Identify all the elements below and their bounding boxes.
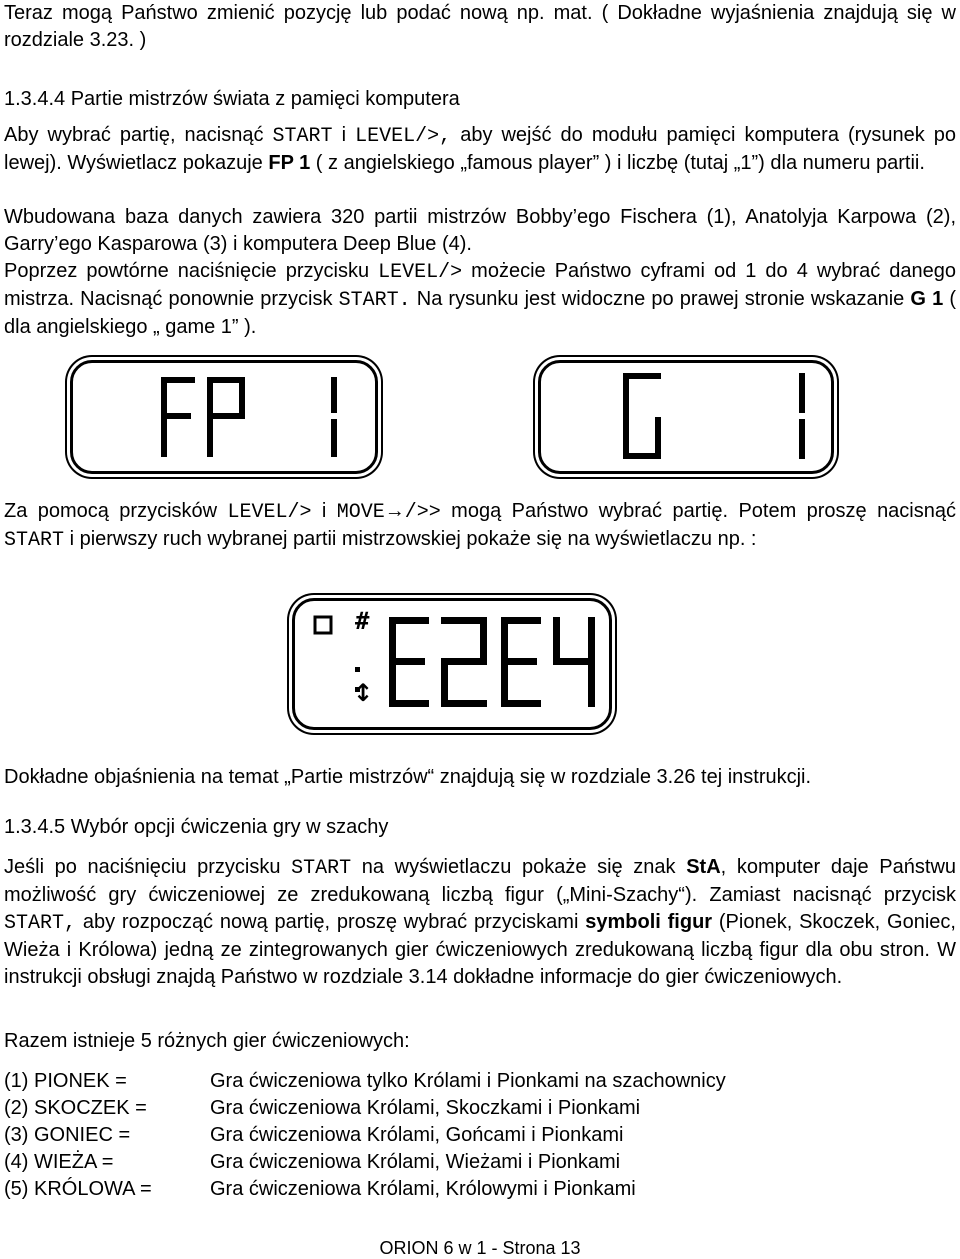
display-code-sta: StA <box>686 856 721 878</box>
game-list: (1) PIONEK = Gra ćwiczeniowa tylko Królami i Pionkami na szachownicy (2) SKOCZEK = Gra ćwiczeniowa Królami, Skoczkami i Pionkami (3) GONIEC = Gra ćwiczeniowa Królami, Gońcami i Pionkami (4) WIEŻA = Gra ćwiczeniowa Królami, Wieżami i Pionkami (5) KRÓLOWA = Gra ćwiczeniowa Królami, Królowymi i Pionkami <box>4 1070 726 1200</box>
key-level: LEVEL/>, <box>355 125 452 148</box>
paragraph-database: Wbudowana baza danych zawiera 320 partii mistrzów Bobby’ego Fischera (1), Anatolyja Karpowa (2), Garry’ego Kasparowa (3) i komputera Deep Blue (4). <box>4 206 956 255</box>
section-heading-1344: 1.3.4.4 Partie mistrzów świata z pamięci komputera <box>4 88 460 110</box>
lcd-digits-move <box>295 601 609 727</box>
key-start: START <box>291 857 352 880</box>
intro-paragraph: Teraz mogą Państwo zmienić pozycję lub podać nową np. mat. ( Dokładne wyjaśnienia znajdują się w rozdziale 3.23. ) <box>4 2 956 51</box>
display-code-g: G 1 <box>910 288 944 310</box>
key-start: START, <box>4 912 77 935</box>
hash-icon: # <box>355 607 370 635</box>
key-start: START <box>272 125 333 148</box>
lcd-digits-fp1 <box>73 363 375 471</box>
page-footer: ORION 6 w 1 - Strona 13 <box>379 1238 581 1258</box>
key-start: START. <box>338 289 411 312</box>
lcd-display-move <box>292 598 612 730</box>
paragraph-game-count: Razem istnieje 5 różnych gier ćwiczeniowych: <box>4 1030 410 1052</box>
lcd-digits-g1 <box>541 363 831 471</box>
key-start: START <box>4 529 65 552</box>
key-level: LEVEL/> <box>227 501 312 524</box>
lcd-display-g1 <box>538 360 834 474</box>
paragraph-select-buttons: Za pomocą przycisków LEVEL/> i MOVE→/>> mogą Państwo wybrać partię. Potem proszę nacisnąć START i pierwszy ruch wybranej partii mistrzowskiej pokaże się na wyświetlaczu np. : <box>4 500 956 552</box>
paragraph-reference: Dokładne objaśnienia na temat „Partie mistrzów“ znajdują się w rozdziale 3.26 tej instrukcji. <box>4 766 812 788</box>
paragraph-training: Jeśli po naciśnięciu przycisku START na wyświetlaczu pokaże się znak StA, komputer daje Państwu możliwość gry ćwiczeniowej ze zredukowaną liczbą figur („Mini-Szachy“). Zamiast nacisnąć przycisk START, aby rozpocząć nową partię, proszę wybrać przyciskami symboli figur (Pionek, Skoczek, Goniec, Wieża i Królowa) jedną ze zintegrowanych gier ćwiczeniowych zredukowaną liczbą figur dla obu stron. W instrukcji obsługi znajdą Państwo w rozdziale 3.14 dokładne informacje do gier ćwiczeniowych. <box>4 856 957 988</box>
display-code-fp: FP 1 <box>268 152 311 174</box>
updown-arrow-icon: ↕ <box>353 679 374 707</box>
lcd-display-fp1 <box>70 360 378 474</box>
square-icon <box>315 617 331 633</box>
section-heading-1345: 1.3.4.5 Wybór opcji ćwiczenia gry w szachy <box>4 816 389 838</box>
paragraph-choose-master: Poprzez powtórne naciśnięcie przycisku LEVEL/> możecie Państwo cyframi od 1 do 4 wybrać danego mistrza. Nacisnąć ponownie przycisk START. Na rysunku jest widoczne po prawej stronie wskazanie G 1 ( dla angielskiego „ game 1” ). <box>4 260 957 338</box>
paragraph-select-game: Aby wybrać partię, nacisnąć START i LEVEL/>, aby wejść do modułu pamięci komputera (rysunek po lewej). Wyświetlacz pokazuje FP 1 ( z angielskiego „famous player” ) i liczbę (tutaj „1”) dla numeru partii. <box>4 124 956 174</box>
key-move: MOVE <box>336 501 385 524</box>
arrow-right-icon: → <box>384 500 405 522</box>
key-level: LEVEL/> <box>378 261 463 284</box>
